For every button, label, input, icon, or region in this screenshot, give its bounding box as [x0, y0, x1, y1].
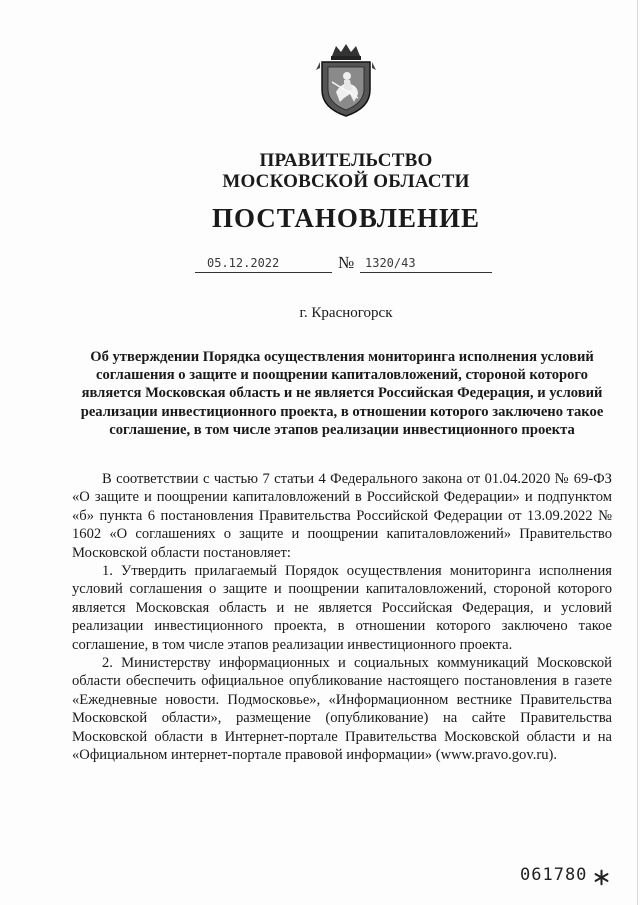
- asterisk-icon: [593, 869, 610, 886]
- document-body: [72, 470, 612, 765]
- form-serial-number: 061780: [520, 865, 588, 885]
- moscow-oblast-coat-of-arms-icon: [314, 42, 378, 118]
- item-1-paragraph: 1. Утвердить прилагаемый Порядок осуществления мониторинга исполнения условий соглашения о защите и поощрении капиталовложений, стороной которого является Московская область и не является Российская Федерация, и условий реализации инвестиционного проекта, в отношении которого заключено такое соглашение, в том числе этапов реализации инвестиционного проекта.: [72, 563, 612, 653]
- preamble-paragraph: В соответствии с частью 7 статьи 4 Федерального закона от 01.04.2020 № 69-ФЗ «О защите и поощрении капиталовложений в Российской Федерации» и подпунктом «б» пункта 6 постановления Правительства Российской Федерации от 13.09.2022 № 1602 «О соглашениях о защите и поощрении капиталовложений» Правительство Московской области постановляет:: [72, 471, 612, 561]
- number-sign: №: [338, 253, 355, 272]
- date-underline: [195, 272, 332, 273]
- government-name-line1: ПРАВИТЕЛЬСТВО: [259, 150, 433, 171]
- item-2-paragraph: 2. Министерству информационных и социальных коммуникаций Московской области обеспечить официальное опубликование настоящего постановления в газете «Ежедневные новости. Подмосковье», «Информационном вестнике Правительства Московской области», размещение (опубликование) на сайте Правительства Московской области в Интернет-портале Правительства Московской области и на «Официальном интернет-портале правовой информации» (www.pravo.gov.ru).: [72, 655, 612, 764]
- place-of-issue: г. Красногорск: [299, 305, 393, 321]
- document-number: 1320/43: [365, 256, 416, 270]
- government-name-line2: МОСКОВСКОЙ ОБЛАСТИ: [222, 171, 470, 192]
- document-type-title: ПОСТАНОВЛЕНИЕ: [211, 203, 481, 233]
- page-edge: [637, 0, 638, 905]
- number-underline: [360, 272, 492, 273]
- document-subject: Об утверждении Порядка осуществления мониторинга исполнения условий соглашения о защите и поощрении капиталовложений, стороной которого является Московская область и не является Российская Федерация, и условий реализации инвестиционного проекта, в отношении которого заключено такое соглашение, в том числе этапов реализации инвестиционного проекта: [80, 349, 604, 438]
- document-date: 05.12.2022: [207, 256, 280, 270]
